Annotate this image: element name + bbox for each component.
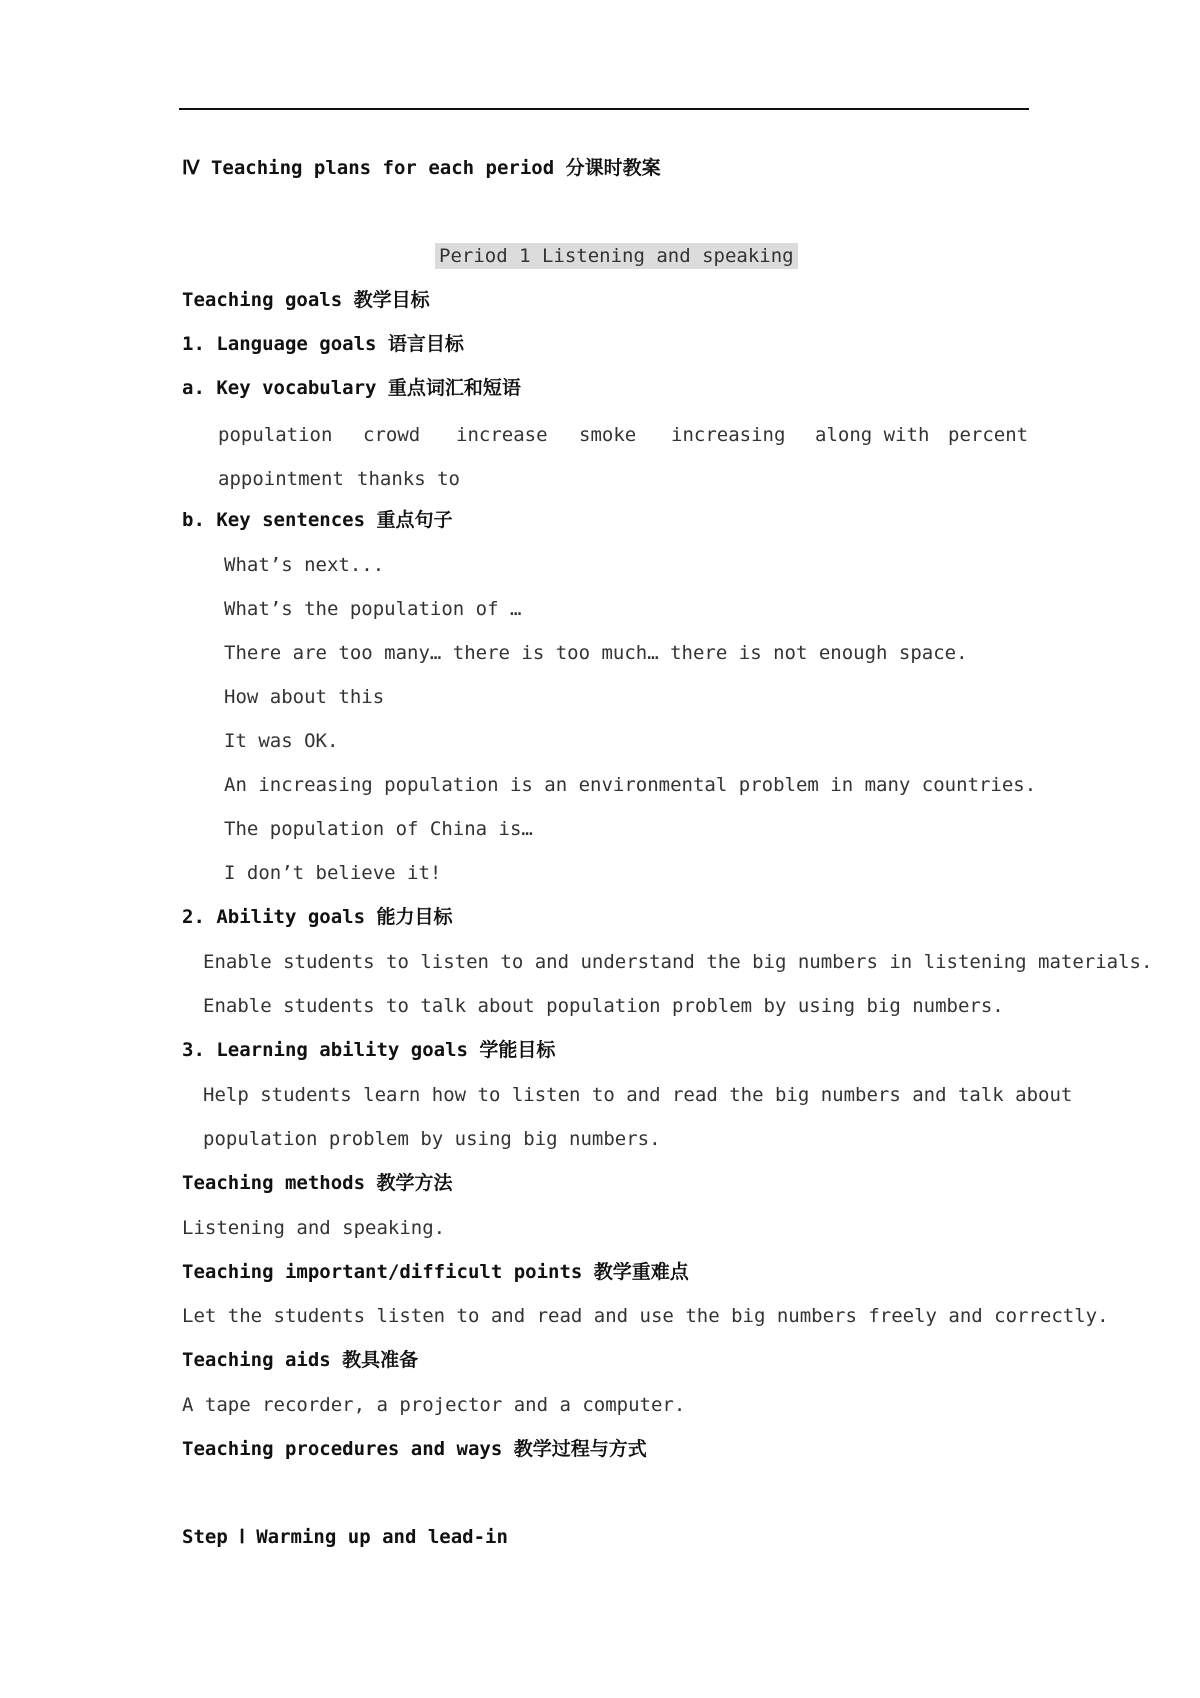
key-sentence: How about this <box>224 686 385 708</box>
ability-goals-heading: 2. Ability goals 能力目标 <box>182 906 453 928</box>
teaching-methods-heading: Teaching methods 教学方法 <box>182 1172 453 1194</box>
key-sentences-heading: b. Key sentences 重点句子 <box>182 509 453 531</box>
key-vocabulary-heading: a. Key vocabulary 重点词汇和短语 <box>182 377 521 399</box>
vocab-item: increase <box>456 424 548 446</box>
language-goals-heading: 1. Language goals 语言目标 <box>182 333 464 355</box>
key-sentence: There are too many… there is too much… there is not enough space. <box>224 642 968 664</box>
teaching-goals-heading: Teaching goals 教学目标 <box>182 289 430 311</box>
vocab-item: percent <box>948 424 1029 446</box>
learning-ability-line: Help students learn how to listen to and read the big numbers and talk about <box>203 1084 1073 1106</box>
vocab-item: along with <box>815 424 930 446</box>
teaching-aids-text: A tape recorder, a projector and a computer. <box>182 1394 686 1416</box>
vocab-item: increasing <box>671 424 786 446</box>
period-title: Period 1 Listening and speaking <box>435 244 798 268</box>
vocab-item: smoke <box>579 424 637 446</box>
vocab-item: thanks to <box>357 468 460 490</box>
teaching-aids-heading: Teaching aids 教具准备 <box>182 1349 419 1371</box>
teaching-methods-text: Listening and speaking. <box>182 1217 446 1239</box>
key-sentence: I don’t believe it! <box>224 862 442 884</box>
key-sentence: The population of China is… <box>224 818 533 840</box>
learning-ability-goals-heading: 3. Learning ability goals 学能目标 <box>182 1039 556 1061</box>
key-sentence: What’s next... <box>224 554 385 576</box>
vocab-item: population <box>218 424 333 446</box>
important-points-text: Let the students listen to and read and use the big numbers freely and correctly. <box>182 1305 1109 1327</box>
learning-ability-line: population problem by using big numbers. <box>203 1128 661 1150</box>
step-heading: Step Ⅰ Warming up and lead-in <box>182 1526 508 1548</box>
key-sentence: What’s the population of … <box>224 598 522 620</box>
procedures-heading: Teaching procedures and ways 教学过程与方式 <box>182 1438 647 1460</box>
section-heading: Ⅳ Teaching plans for each period 分课时教案 <box>182 157 661 179</box>
vocab-item: appointment <box>218 468 344 490</box>
important-points-heading: Teaching important/difficult points 教学重难点 <box>182 1261 689 1283</box>
ability-goal-line: Enable students to talk about population problem by using big numbers. <box>203 995 1004 1017</box>
header-rule <box>179 108 1029 110</box>
vocab-item: crowd <box>363 424 421 446</box>
key-sentence: It was OK. <box>224 730 339 752</box>
ability-goal-line: Enable students to listen to and understand the big numbers in listening materials. <box>203 951 1153 973</box>
key-sentence: An increasing population is an environmental problem in many countries. <box>224 774 1037 796</box>
